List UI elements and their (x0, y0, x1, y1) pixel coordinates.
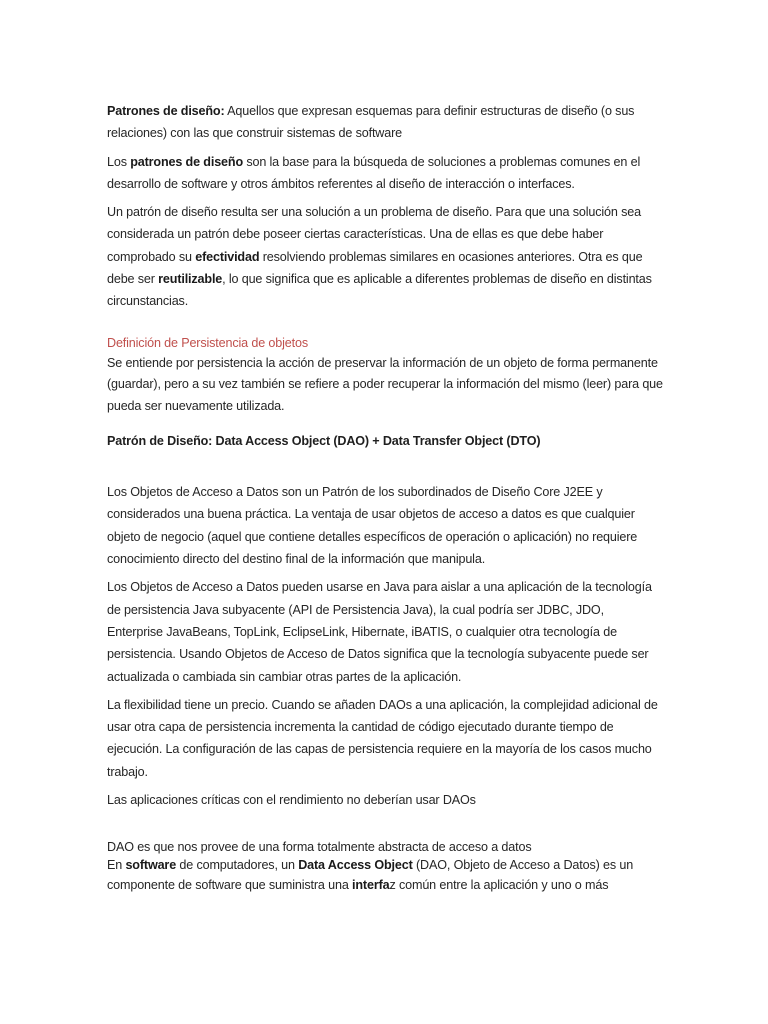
document-page (107, 100, 663, 895)
term-patrones: patrones de diseño (130, 154, 243, 169)
paragraph-aplicaciones-criticas: Las aplicaciones críticas con el rendimiento no deberían usar DAOs (107, 793, 476, 808)
term-efectividad: efectividad (195, 249, 260, 264)
term-data-access-object: Data Access Object (298, 858, 413, 873)
term-software: software (125, 858, 177, 873)
paragraph-patron-solucion: Un patrón de diseño resulta ser una solución a un problema de diseño. Para que una solución sea considerada un patrón debe poseer ciertas características. Una de ellas es que debe haber comprobado su efectividad resolviendo problemas similares en ocasiones anteriores. Otra es que debe ser reutilizable, lo que significa que es aplicable a diferentes problemas de diseño en distintas circunstancias. (107, 205, 652, 309)
term-patrones-de-diseno: Patrones de diseño: (107, 104, 225, 118)
paragraph-dao-java: Los Objetos de Acceso a Datos pueden usarse en Java para aislar a una aplicación de la tecnología de persistencia Java subyacente (API de Persistencia Java), la cual podría ser JDBC, JDO, Enterprise JavaBeans, TopLink, EclipseLink, Hibernate, iBATIS, o cualquier otra tecnología de persistencia. Usando Objetos de Acceso de Datos significa que la tecnología subyacente puede ser actualizada o cambiada sin cambiar otras partes de la aplicación. (107, 580, 652, 684)
section-heading-persistencia: Definición de Persistencia de objetos (107, 335, 308, 350)
paragraph-persistencia: Se entiende por persistencia la acción de preservar la información de un objeto de forma permanente (guardar), pero a su vez también se refiere a poder recuperar la información del mismo (leer) para que pueda ser nuevamente utilizada. (107, 355, 663, 413)
paragraph-dao-intro: Los Objetos de Acceso a Datos son un Patrón de los subordinados de Diseño Core J2EE y considerados una buena práctica. La ventaja de usar objetos de acceso a datos es que cualquier objeto de negocio (aquel que contiene detalles específicos de operación o aplicación) no requiere conocimiento directo del destino final de la información que manipula. (107, 485, 638, 567)
term-reutilizable: reutilizable (158, 272, 223, 287)
paragraph-patrones-base: Los patrones de diseño son la base para la búsqueda de soluciones a problemas comunes en el desarrollo de software y otros ámbitos referentes al diseño de interacción o interfaces. (107, 154, 641, 191)
paragraph-dao-software: En software de computadores, un Data Access Object (DAO, Objeto de Acceso a Datos) es un componente de software que suministra una interfaz común entre la aplicación y uno o más (107, 858, 634, 892)
term-interfaz: interfa (352, 877, 390, 892)
heading-dao-dto: Patrón de Diseño: Data Access Object (DAO) + Data Transfer Object (DTO) (107, 434, 541, 449)
paragraph-dao-abstracta: DAO es que nos provee de una forma totalmente abstracta de acceso a datos (107, 840, 532, 855)
paragraph-flexibilidad: La flexibilidad tiene un precio. Cuando se añaden DAOs a una aplicación, la complejidad adicional de usar otra capa de persistencia incrementa la cantidad de código ejecutado durante tiempo de ejecución. La configuración de las capas de persistencia requiere en la mayoría de los casos mucho trabajo. (107, 697, 658, 779)
paragraph-patrones-definicion: Patrones de diseño: Aquellos que expresan esquemas para definir estructuras de diseño (o sus relaciones) con las que construir sistemas de software (107, 104, 635, 141)
